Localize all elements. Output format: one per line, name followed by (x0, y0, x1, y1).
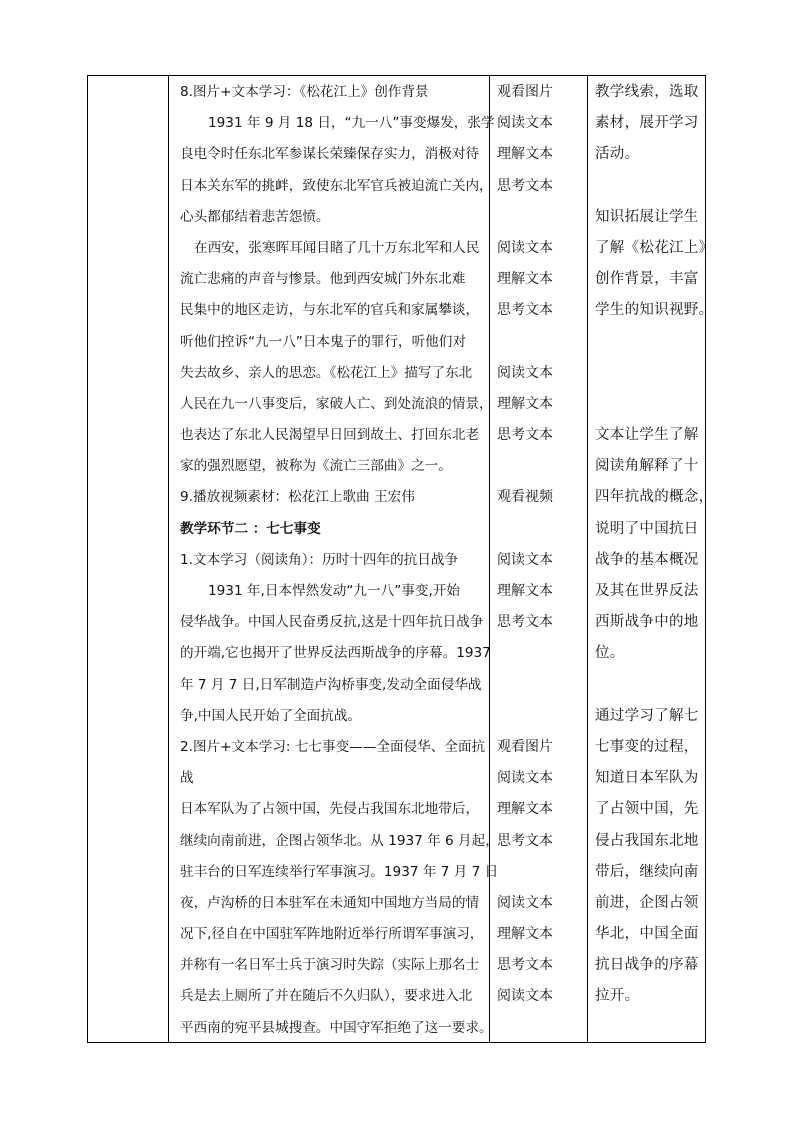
col2-line: 况下,径自在中国驻军阵地附近举行所谓军事演习， (180, 926, 484, 943)
col4-line: 素材，展开学习 (595, 115, 699, 132)
col2-line: 9.播放视频素材：松花江上歌曲 王宏伟 (180, 489, 415, 506)
col4-line: 及其在世界反法 (595, 583, 699, 599)
col3-line: 理解文本 (497, 926, 553, 943)
col4-line: 创作背景，丰富 (595, 271, 699, 288)
col2-line: 1931 年,日本悍然发动“九一八”事变,开始 (208, 583, 460, 599)
col4-line: 四年抗战的概念， (595, 489, 714, 506)
col2-line: 1931 年 9 月 18 日，“九一八”事变爆发，张学 (208, 115, 495, 132)
col3-line: 观看图片 (497, 738, 553, 755)
col3-line: 理解文本 (497, 271, 553, 288)
student-activity-column (497, 77, 593, 1013)
col2-line: 2.图片+文本学习: 七七事变——全面侵华、全面抗 (180, 738, 486, 755)
col3-line: 思考文本 (497, 614, 553, 631)
col3-line: 理解文本 (497, 801, 553, 818)
col2-line: 争,中国人民开始了全面抗战。 (180, 707, 362, 724)
col4-line: 学生的知识视野。 (595, 302, 714, 319)
col4-line: 了解《松花江上》 (595, 239, 714, 256)
col2-line: 人民在九一八事变后，家破人亡、到处流浪的情景， (180, 395, 493, 412)
col3-line: 思考文本 (497, 177, 553, 194)
col2-line: 心头都郁结着悲苦怨愤。 (180, 208, 330, 225)
col4-line: 带后，继续向南 (595, 863, 699, 880)
col2-line: 夜，卢沟桥的日本驻军在未通知中国地方当局的情 (180, 894, 480, 911)
col3-line (497, 514, 593, 545)
design-intent-column (595, 77, 714, 1013)
col3-line (497, 638, 593, 669)
col3-line (497, 202, 593, 233)
col3-line: 阅读文本 (497, 239, 553, 256)
col3-line: 思考文本 (497, 957, 553, 974)
col4-line: 阅读角解释了十 (595, 458, 699, 475)
col3-line: 阅读文本 (497, 894, 553, 911)
col4-line: 拉开。 (595, 988, 640, 1005)
col4-line: 活动。 (595, 146, 640, 163)
col3-line (497, 451, 593, 482)
col2-line: 并称有一名日军士兵于演习时失踪（实际上那名士 (180, 957, 480, 974)
col4-line: 西斯战争中的地 (595, 614, 699, 631)
col4-line (595, 670, 707, 701)
col4-line: 抗日战争的序幕 (595, 957, 699, 974)
col2-line: 战 (180, 770, 194, 787)
col4-line (595, 327, 707, 358)
col4-line: 前进，企图占领 (595, 894, 699, 911)
col3-line: 理解文本 (497, 583, 553, 599)
col2-line: 流亡悲痛的声音与惨景。他到西安城门外东北难 (180, 271, 466, 288)
col2-line: 侵华战争。中国人民奋勇反抗,这是十四年抗日战争 (180, 614, 484, 631)
col3-line (497, 670, 593, 701)
col3-line: 思考文本 (497, 302, 553, 319)
col3-line: 阅读文本 (497, 364, 553, 381)
col2-line: 兵是去上厕所了并在随后不久归队），要求进入北 (180, 988, 473, 1005)
col3-line: 理解文本 (497, 146, 553, 163)
col4-line: 通过学习了解七 (595, 707, 699, 724)
col4-line: 知道日本军队为 (595, 770, 699, 787)
col2-line: 8.图片+文本学习：《松花江上》创作背景 (180, 84, 429, 100)
col3-line: 理解文本 (497, 395, 553, 412)
col2-line: 日本军队为了占领中国，先侵占我国东北地带后， (180, 801, 480, 818)
col4-line: 说明了中国抗日 (595, 520, 699, 537)
col2-line: 家的强烈愿望，被称为《流亡三部曲》之一。 (180, 458, 452, 475)
col4-line (595, 358, 707, 389)
col2-line: 教学环节二 ：七七事变 (180, 520, 321, 537)
col4-line: 战争的基本概况 (595, 551, 699, 568)
lesson-plan-table (87, 75, 714, 1043)
col2-line: 民集中的地区走访，与东北军的官兵和家属攀谈， (180, 302, 480, 319)
col2-line: 听他们控诉“九一八”日本鬼子的罪行，听他们对 (180, 333, 466, 350)
col4-line: 文本让学生了解 (595, 427, 699, 444)
col3-line (497, 701, 593, 732)
column-divider-1 (168, 76, 169, 1042)
col4-line: 七事变的过程， (595, 738, 699, 755)
col2-line: 的开端,它也揭开了世界反法西斯战争的序幕。1937 (180, 645, 491, 662)
col3-line: 阅读文本 (497, 115, 553, 132)
col2-line: 1.文本学习（阅读角）：历时十四年的抗日战争 (180, 551, 459, 568)
col4-line: 知识拓展让学生 (595, 208, 699, 225)
col2-line: 日本关东军的挑衅，致使东北军官兵被迫流亡关内， (180, 177, 493, 194)
col3-line: 阅读文本 (497, 770, 553, 787)
col4-line: 了占领中国，先 (595, 801, 699, 818)
col3-line: 阅读文本 (497, 551, 553, 568)
col2-line: 驻丰台的日军连续举行军事演习。1937 年 7 月 7 日 (180, 863, 499, 880)
col3-line: 观看视频 (497, 489, 553, 506)
col3-line (497, 857, 593, 888)
col3-line: 思考文本 (497, 427, 553, 444)
col2-line: 也表达了东北人民渴望早日回到故土、打回东北老 (180, 427, 480, 444)
col2-line: 年 7 月 7 日,日军制造卢沟桥事变,发动全面侵华战 (180, 676, 482, 693)
col2-line: 平西南的宛平县城搜查。中国守军拒绝了这一要求。 (180, 1019, 493, 1036)
col2-line: 在西安，张寒晖耳闻目睹了几十万东北军和人民 (194, 239, 480, 256)
col2-line: 良电令时任东北军参谋长荣臻保存实力，消极对待 (180, 146, 480, 163)
col3-line: 思考文本 (497, 832, 553, 849)
col4-line (595, 389, 707, 420)
col2-line: 失去故乡、亲人的思恋。《松花江上》描写了东北 (180, 364, 473, 381)
col4-line: 侵占我国东北地 (595, 832, 699, 849)
col2-line: 继续向南前进，企图占领华北。从 1937 年 6 月起， (180, 832, 499, 849)
col3-line (497, 327, 593, 358)
col3-line: 阅读文本 (497, 988, 553, 1005)
col3-line: 观看图片 (497, 84, 553, 100)
col4-line: 教学线索，选取 (595, 84, 699, 100)
col4-line: 华北，中国全面 (595, 926, 699, 943)
col4-line: 位。 (595, 645, 625, 662)
col4-line (595, 171, 707, 202)
